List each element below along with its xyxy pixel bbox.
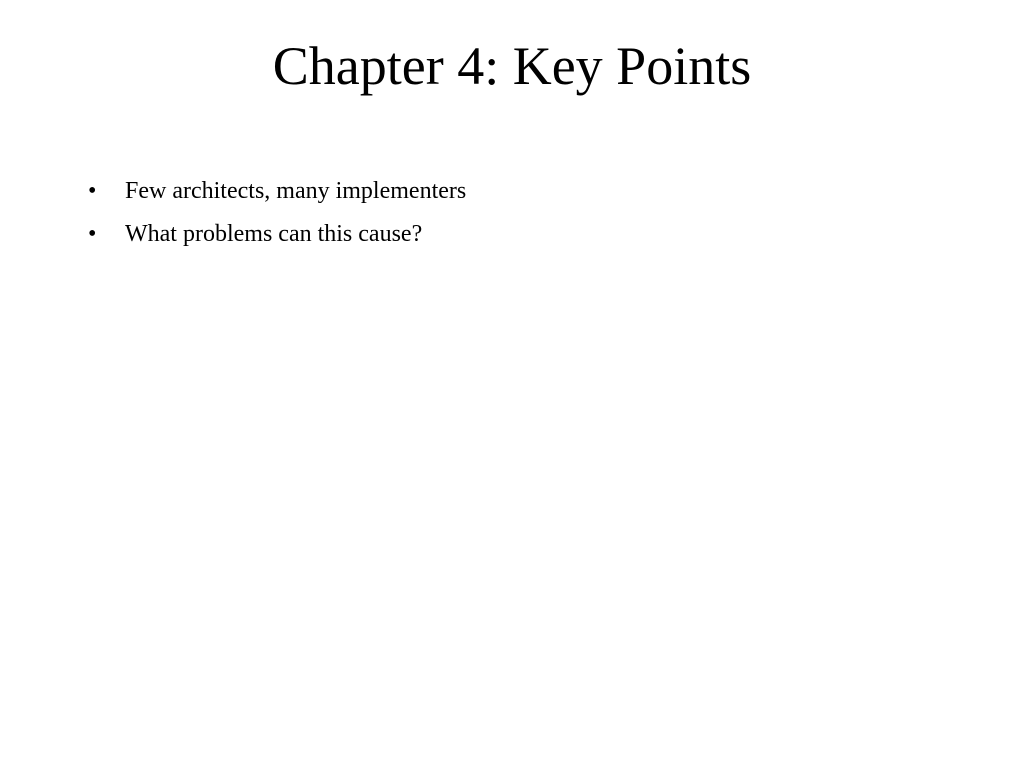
bullet-marker: • — [88, 221, 97, 247]
bullet-item — [88, 176, 466, 206]
bullet-text: What problems can this cause? — [125, 221, 423, 247]
slide-title: Chapter 4: Key Points — [272, 36, 752, 96]
bullet-list — [88, 176, 466, 262]
bullet-item — [88, 219, 466, 249]
bullet-marker: • — [88, 178, 97, 204]
bullet-text: Few architects, many implementers — [125, 178, 467, 204]
